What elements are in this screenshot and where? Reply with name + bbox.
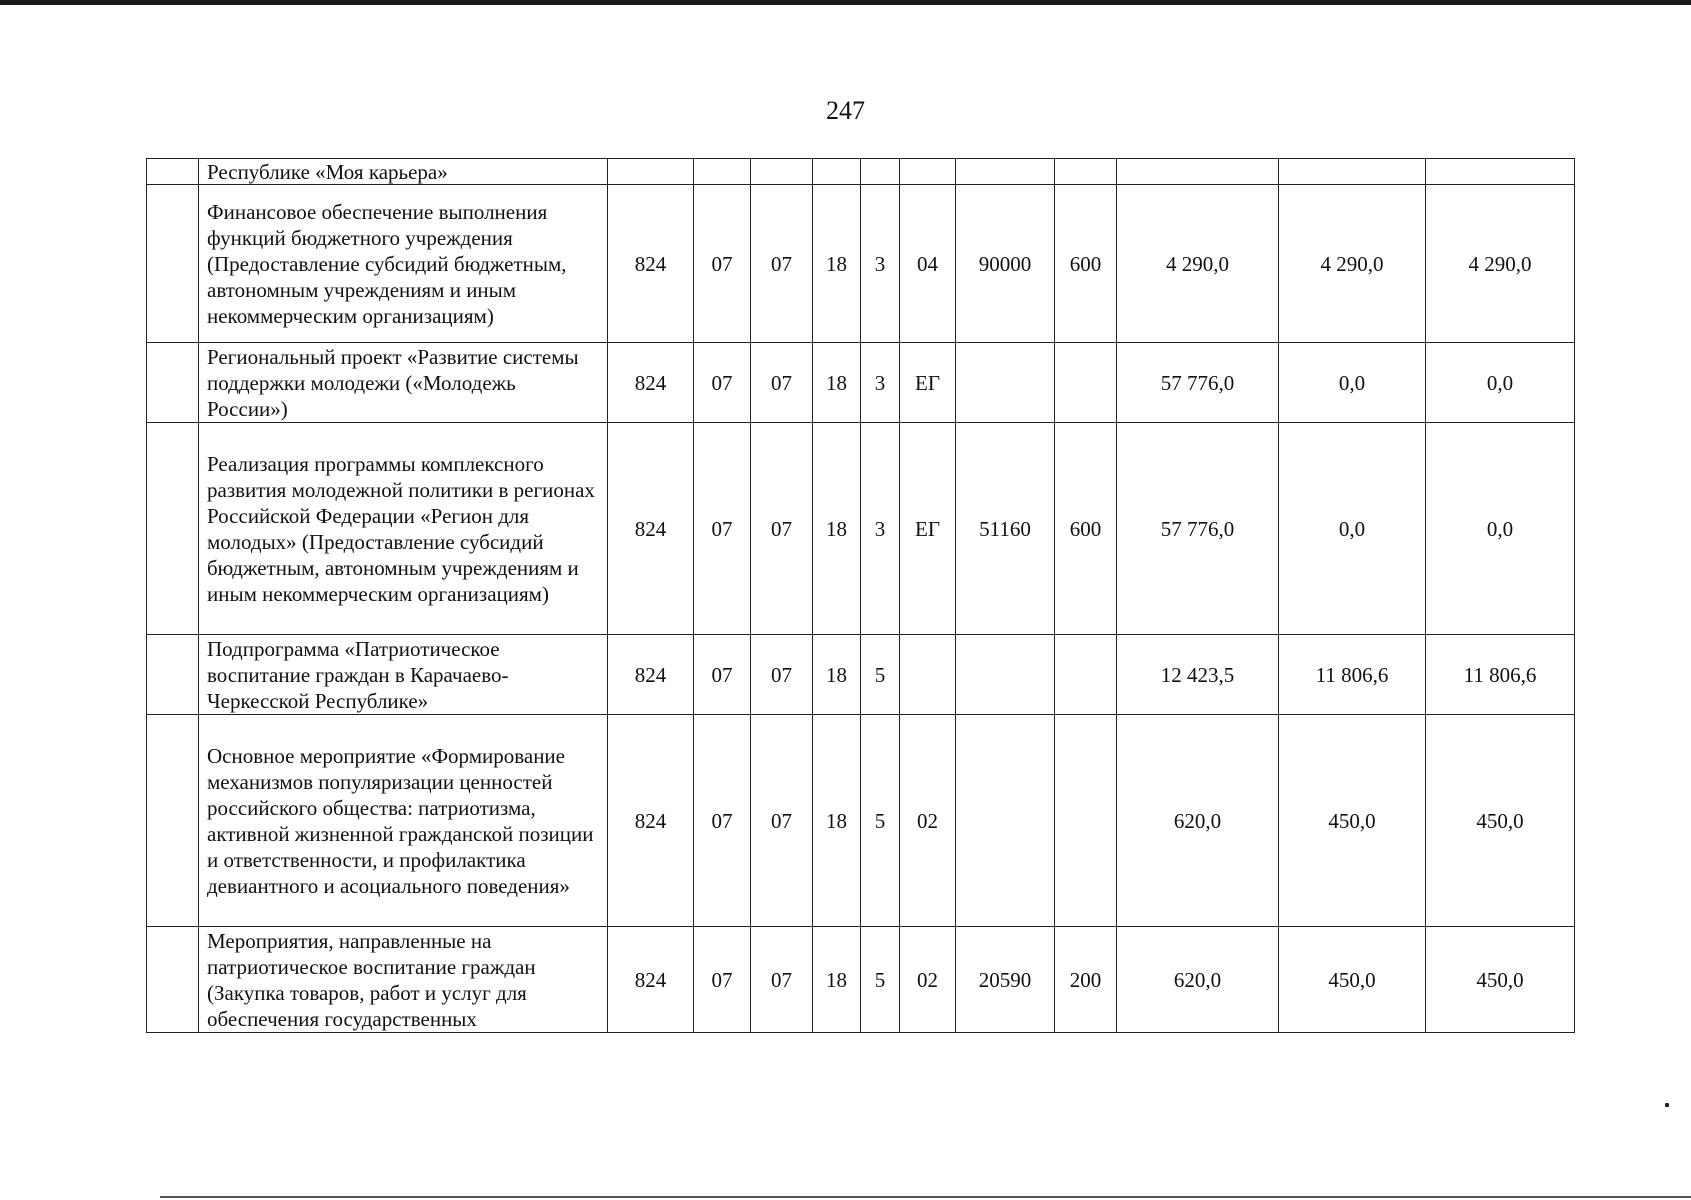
- cell-event: 02: [900, 927, 956, 1033]
- cell-ministry: 824: [608, 715, 694, 927]
- cell-amount-2: 450,0: [1279, 927, 1426, 1033]
- cell-subsection: 07: [751, 635, 813, 715]
- cell-event: ЕГ: [900, 423, 956, 635]
- cell-subprogram: 5: [861, 635, 900, 715]
- cell-section: 07: [694, 185, 751, 343]
- table-row: [147, 423, 1575, 635]
- cell-amount-3: 0,0: [1426, 423, 1575, 635]
- row-number-cell: [147, 185, 199, 343]
- cell-direction: 51160: [956, 423, 1055, 635]
- cell-program: 18: [813, 635, 861, 715]
- cell-subprogram: 3: [861, 423, 900, 635]
- cell-event: [900, 159, 956, 185]
- row-name-cell: Республике «Моя карьера»: [199, 159, 608, 185]
- cell-expense-type: 600: [1055, 185, 1117, 343]
- cell-ministry: 824: [608, 927, 694, 1033]
- cell-program: 18: [813, 927, 861, 1033]
- table-row: [147, 185, 1575, 343]
- cell-subprogram: 3: [861, 343, 900, 423]
- cell-amount-1: 12 423,5: [1117, 635, 1279, 715]
- cell-amount-2: 0,0: [1279, 423, 1426, 635]
- cell-ministry: 824: [608, 185, 694, 343]
- cell-direction: 90000: [956, 185, 1055, 343]
- row-number-cell: [147, 715, 199, 927]
- cell-expense-type: 600: [1055, 423, 1117, 635]
- table-row: [147, 343, 1575, 423]
- cell-amount-3: 450,0: [1426, 715, 1575, 927]
- cell-amount-1: 620,0: [1117, 715, 1279, 927]
- cell-amount-1: 4 290,0: [1117, 185, 1279, 343]
- cell-amount-2: [1279, 159, 1426, 185]
- cell-event: [900, 635, 956, 715]
- cell-expense-type: [1055, 159, 1117, 185]
- row-number-cell: [147, 423, 199, 635]
- cell-subprogram: 3: [861, 185, 900, 343]
- row-number-cell: [147, 159, 199, 185]
- cell-section: 07: [694, 715, 751, 927]
- table-row: [147, 159, 1575, 185]
- cell-amount-1: 620,0: [1117, 927, 1279, 1033]
- cell-amount-2: 0,0: [1279, 343, 1426, 423]
- cell-amount-3: 0,0: [1426, 343, 1575, 423]
- cell-subsection: 07: [751, 343, 813, 423]
- table-row: [147, 927, 1575, 1033]
- row-name-cell: Региональный проект «Развитие системы поддержки молодежи («Молодежь России»): [199, 343, 608, 423]
- cell-program: [813, 159, 861, 185]
- cell-program: 18: [813, 343, 861, 423]
- cell-direction: [956, 343, 1055, 423]
- cell-program: 18: [813, 423, 861, 635]
- cell-amount-1: [1117, 159, 1279, 185]
- cell-ministry: 824: [608, 635, 694, 715]
- cell-section: 07: [694, 343, 751, 423]
- cell-subprogram: 5: [861, 715, 900, 927]
- row-name-cell: Финансовое обеспечение выполнения функций бюджетного учреждения (Предоставление субсидий бюджетным, автономным учреждениям и иным некоммерческим организациям): [199, 185, 608, 343]
- scan-speck: [1665, 1103, 1669, 1107]
- cell-amount-2: 450,0: [1279, 715, 1426, 927]
- cell-direction: [956, 635, 1055, 715]
- cell-program: 18: [813, 715, 861, 927]
- cell-section: 07: [694, 927, 751, 1033]
- page-number: 247: [826, 96, 865, 125]
- cell-section: 07: [694, 423, 751, 635]
- cell-subsection: [751, 159, 813, 185]
- row-name-cell: Мероприятия, направленные на патриотическое воспитание граждан (Закупка товаров, работ и услуг для обеспечения государственных: [199, 927, 608, 1033]
- cell-amount-2: 11 806,6: [1279, 635, 1426, 715]
- row-number-cell: [147, 635, 199, 715]
- row-number-cell: [147, 343, 199, 423]
- cell-expense-type: [1055, 715, 1117, 927]
- budget-table: [146, 158, 1575, 1033]
- cell-subprogram: [861, 159, 900, 185]
- cell-expense-type: 200: [1055, 927, 1117, 1033]
- cell-subsection: 07: [751, 715, 813, 927]
- cell-event: 04: [900, 185, 956, 343]
- top-scan-rule: [0, 0, 1691, 5]
- row-name-cell: Основное мероприятие «Формирование механизмов популяризации ценностей российского общества: патриотизма, активной жизненной гражданской позиции и ответственности, и профилактика девиантного и асоциального поведения»: [199, 715, 608, 927]
- cell-ministry: 824: [608, 423, 694, 635]
- cell-subsection: 07: [751, 185, 813, 343]
- cell-amount-3: 4 290,0: [1426, 185, 1575, 343]
- cell-subsection: 07: [751, 423, 813, 635]
- cell-subsection: 07: [751, 927, 813, 1033]
- cell-amount-3: 450,0: [1426, 927, 1575, 1033]
- cell-direction: 20590: [956, 927, 1055, 1033]
- row-number-cell: [147, 927, 199, 1033]
- cell-program: 18: [813, 185, 861, 343]
- cell-direction: [956, 715, 1055, 927]
- row-name-cell: Подпрограмма «Патриотическое воспитание граждан в Карачаево-Черкесской Республике»: [199, 635, 608, 715]
- cell-section: 07: [694, 635, 751, 715]
- cell-amount-1: 57 776,0: [1117, 423, 1279, 635]
- cell-section: [694, 159, 751, 185]
- bottom-scan-rule: [160, 1196, 1691, 1198]
- cell-subprogram: 5: [861, 927, 900, 1033]
- cell-direction: [956, 159, 1055, 185]
- cell-amount-1: 57 776,0: [1117, 343, 1279, 423]
- cell-expense-type: [1055, 635, 1117, 715]
- cell-ministry: 824: [608, 343, 694, 423]
- cell-event: 02: [900, 715, 956, 927]
- cell-amount-3: 11 806,6: [1426, 635, 1575, 715]
- cell-event: ЕГ: [900, 343, 956, 423]
- cell-ministry: [608, 159, 694, 185]
- cell-expense-type: [1055, 343, 1117, 423]
- cell-amount-2: 4 290,0: [1279, 185, 1426, 343]
- row-name-cell: Реализация программы комплексного развития молодежной политики в регионах Российской Федерации «Регион для молодых» (Предоставление субсидий бюджетным, автономным учреждениям и иным некоммерческим организациям): [199, 423, 608, 635]
- cell-amount-3: [1426, 159, 1575, 185]
- table-row: [147, 715, 1575, 927]
- table-row: [147, 635, 1575, 715]
